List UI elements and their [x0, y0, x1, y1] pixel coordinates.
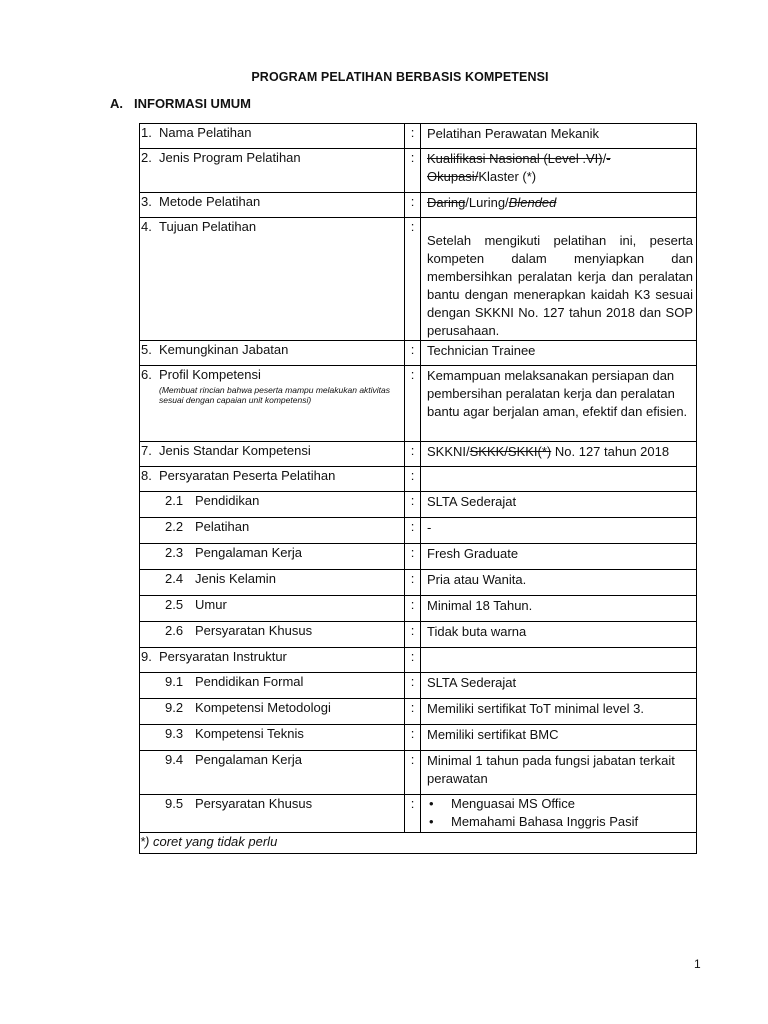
row-label: Persyaratan Khusus: [195, 623, 313, 638]
table-row: [140, 596, 697, 622]
row-value: Technician Trainee: [427, 343, 536, 358]
list-item: • Memahami Bahasa Inggris Pasif: [427, 813, 696, 831]
row-number: 2.2: [165, 519, 184, 534]
row-label: Persyaratan Instruktur: [159, 649, 287, 664]
struck-option: Kualifikasi Nasional (Level .VI): [427, 151, 603, 166]
table-row: [140, 366, 697, 442]
colon: :: [405, 492, 421, 518]
standard-number: No. 127 tahun 2018: [551, 444, 670, 459]
row-label: Kompetensi Metodologi: [195, 700, 331, 715]
row-value: Pria atau Wanita.: [427, 572, 527, 587]
row-value: Memiliki sertifikat ToT minimal level 3.: [427, 701, 644, 716]
colon: :: [405, 218, 421, 341]
row-label: Pengalaman Kerja: [195, 752, 302, 767]
selected-option: Klaster (*): [478, 169, 537, 184]
colon: :: [405, 795, 421, 833]
row-number: 7.: [141, 443, 152, 458]
footnote: *) coret yang tidak perlu: [140, 833, 697, 854]
row-number: 1.: [141, 125, 152, 140]
row-label: Jenis Kelamin: [195, 571, 276, 586]
table-row: [140, 492, 697, 518]
table-row: [140, 751, 697, 795]
bullet-list: [421, 795, 696, 831]
table-row: [140, 124, 697, 149]
colon: :: [405, 467, 421, 492]
row-number: 2.1: [165, 493, 184, 508]
section-heading: [110, 96, 251, 111]
row-value: [421, 193, 696, 212]
colon: :: [405, 193, 421, 218]
colon: :: [405, 341, 421, 366]
row-number: 8.: [141, 468, 152, 483]
row-value: SLTA Sederajat: [427, 675, 517, 690]
footnote-row: [140, 833, 697, 854]
row-label: Profil Kompetensi: [159, 367, 261, 382]
table-row: [140, 149, 697, 193]
row-label: Metode Pelatihan: [159, 194, 261, 209]
table-row: [140, 467, 697, 492]
separator: /: [602, 151, 607, 166]
row-number: 4.: [141, 219, 152, 234]
row-number: 2.3: [165, 545, 184, 560]
row-number: 2.5: [165, 597, 184, 612]
table-row: [140, 193, 697, 218]
table-row: [140, 795, 697, 833]
row-value: [421, 648, 696, 649]
row-label: Umur: [195, 597, 227, 612]
row-number: 2.6: [165, 623, 184, 638]
colon: :: [405, 442, 421, 467]
row-value: Pelatihan Perawatan Mekanik: [427, 126, 599, 141]
struck-option: SKKK/SKKI(*): [469, 444, 552, 459]
colon: :: [405, 725, 421, 751]
row-label: Jenis Program Pelatihan: [159, 150, 301, 165]
row-value: [421, 442, 696, 461]
colon: :: [405, 570, 421, 596]
table-row: [140, 341, 697, 366]
row-value: Minimal 18 Tahun.: [427, 598, 533, 613]
row-label: Kompetensi Teknis: [195, 726, 304, 741]
section-title: INFORMASI UMUM: [134, 96, 251, 111]
struck-option: Daring: [427, 195, 466, 210]
row-number: 9.1: [165, 674, 184, 689]
row-value: Kemampuan melaksanakan persiapan dan pembersihan peralatan kerja dan peralatan bantu agar berjalan aman, efektif dan efisien.: [427, 368, 688, 419]
struck-option: Blended: [508, 195, 557, 210]
table-row: [140, 518, 697, 544]
table-row: [140, 622, 697, 648]
table-row: [140, 699, 697, 725]
row-label: Tujuan Pelatihan: [159, 219, 257, 234]
row-label: Kemungkinan Jabatan: [159, 342, 289, 357]
table-row: [140, 570, 697, 596]
colon: :: [405, 518, 421, 544]
row-number: 9.5: [165, 796, 184, 811]
row-number: 9.2: [165, 700, 184, 715]
list-item: • Menguasai MS Office: [427, 795, 696, 813]
table-row: [140, 544, 697, 570]
selected-option: SKKNI/: [427, 444, 470, 459]
colon: :: [405, 699, 421, 725]
row-number: 9.: [141, 649, 152, 664]
row-number: 9.4: [165, 752, 184, 767]
row-value: SLTA Sederajat: [427, 494, 517, 509]
colon: :: [405, 149, 421, 193]
colon: :: [405, 648, 421, 673]
table-row: [140, 218, 697, 341]
page-number: 1: [694, 957, 701, 971]
row-value: Memiliki sertifikat BMC: [427, 727, 559, 742]
table-row: [140, 648, 697, 673]
row-label: Pelatihan: [195, 519, 250, 534]
section-letter: A.: [110, 96, 123, 111]
colon: :: [405, 124, 421, 149]
selected-option: /Luring/: [465, 195, 509, 210]
row-label: Pendidikan Formal: [195, 674, 304, 689]
colon: :: [405, 673, 421, 699]
row-label: Persyaratan Khusus: [195, 796, 313, 811]
row-number: 2.4: [165, 571, 184, 586]
row-note: (Membuat rincian bahwa peserta mampu melakukan aktivitas sesuai dengan capaian unit kompetensi): [159, 385, 391, 405]
row-number: 6.: [141, 367, 152, 382]
row-value: Tidak buta warna: [427, 624, 527, 639]
colon: :: [405, 596, 421, 622]
colon: :: [405, 366, 421, 442]
colon: :: [405, 622, 421, 648]
table-row: [140, 673, 697, 699]
training-info-table: [139, 123, 697, 854]
document-title: PROGRAM PELATIHAN BERBASIS KOMPETENSI: [251, 70, 549, 84]
row-value: -: [427, 520, 432, 535]
colon: :: [405, 544, 421, 570]
row-number: 9.3: [165, 726, 184, 741]
row-value: Setelah mengikuti pelatihan ini, peserta kompeten dalam menyiapkan dan membersihkan peralatan kerja dan peralatan bantu dengan menerapkan kaidah K3 sesuai dengan SKKNI No. 127 tahun 2018 dan SOP perusahaan.: [427, 233, 693, 338]
row-number: 2.: [141, 150, 152, 165]
table-row: [140, 725, 697, 751]
row-label: Nama Pelatihan: [159, 125, 252, 140]
row-value: [421, 467, 696, 468]
row-label: Pendidikan: [195, 493, 260, 508]
row-label: Pengalaman Kerja: [195, 545, 302, 560]
row-label: Persyaratan Peserta Pelatihan: [159, 468, 336, 483]
row-value: [421, 149, 696, 186]
row-label: Jenis Standar Kompetensi: [159, 443, 311, 458]
row-value: Fresh Graduate: [427, 546, 519, 561]
colon: :: [405, 751, 421, 795]
row-value: Minimal 1 tahun pada fungsi jabatan terkait perawatan: [427, 753, 675, 786]
table-row: [140, 442, 697, 467]
row-number: 3.: [141, 194, 152, 209]
struck-option: - Okupasi/: [427, 151, 611, 184]
row-number: 5.: [141, 342, 152, 357]
